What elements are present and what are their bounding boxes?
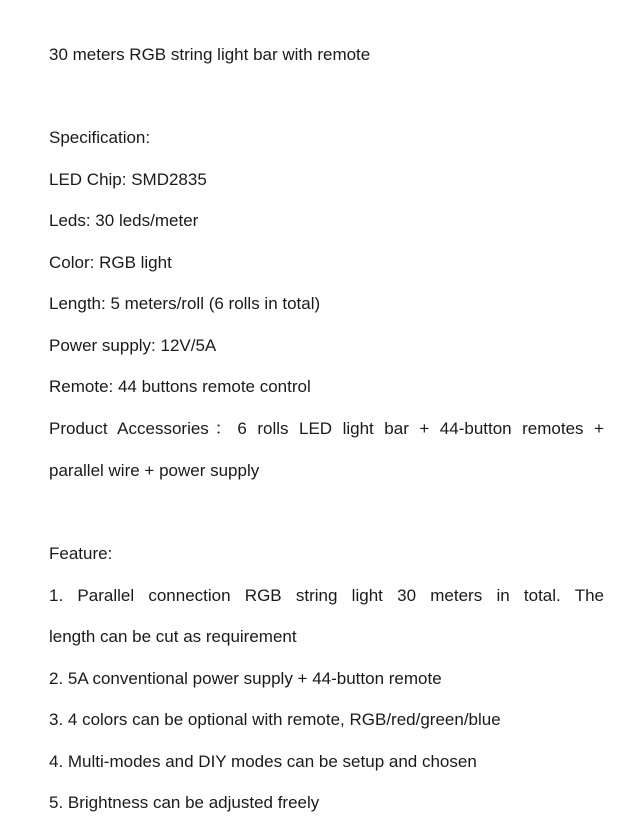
feature-item-1-line1: 1. Parallel connection RGB string light 30 meters in total. The	[49, 586, 604, 605]
feature-item-5: 5. Brightness can be adjusted freely	[49, 793, 320, 812]
spec-accessories-line1: Product Accessories：6 rolls LED light bar + 44-button remotes +	[49, 419, 604, 438]
spec-color: Color: RGB light	[49, 253, 172, 272]
document-title: 30 meters RGB string light bar with remote	[49, 45, 371, 64]
spec-accessories-line2: parallel wire + power supply	[49, 461, 260, 480]
spec-leds: Leds: 30 leds/meter	[49, 211, 199, 230]
spec-power-supply: Power supply: 12V/5A	[49, 336, 217, 355]
feature-item-1-line2: length can be cut as requirement	[49, 627, 297, 646]
feature-item-2: 2. 5A conventional power supply + 44-button remote	[49, 669, 442, 688]
specification-heading: Specification:	[49, 128, 151, 147]
spec-length: Length: 5 meters/roll (6 rolls in total)	[49, 294, 321, 313]
feature-item-4: 4. Multi-modes and DIY modes can be setup and chosen	[49, 752, 477, 771]
spec-led-chip: LED Chip: SMD2835	[49, 170, 207, 189]
spec-remote: Remote: 44 buttons remote control	[49, 377, 311, 396]
feature-heading: Feature:	[49, 544, 113, 563]
feature-item-3: 3. 4 colors can be optional with remote, RGB/red/green/blue	[49, 710, 501, 729]
